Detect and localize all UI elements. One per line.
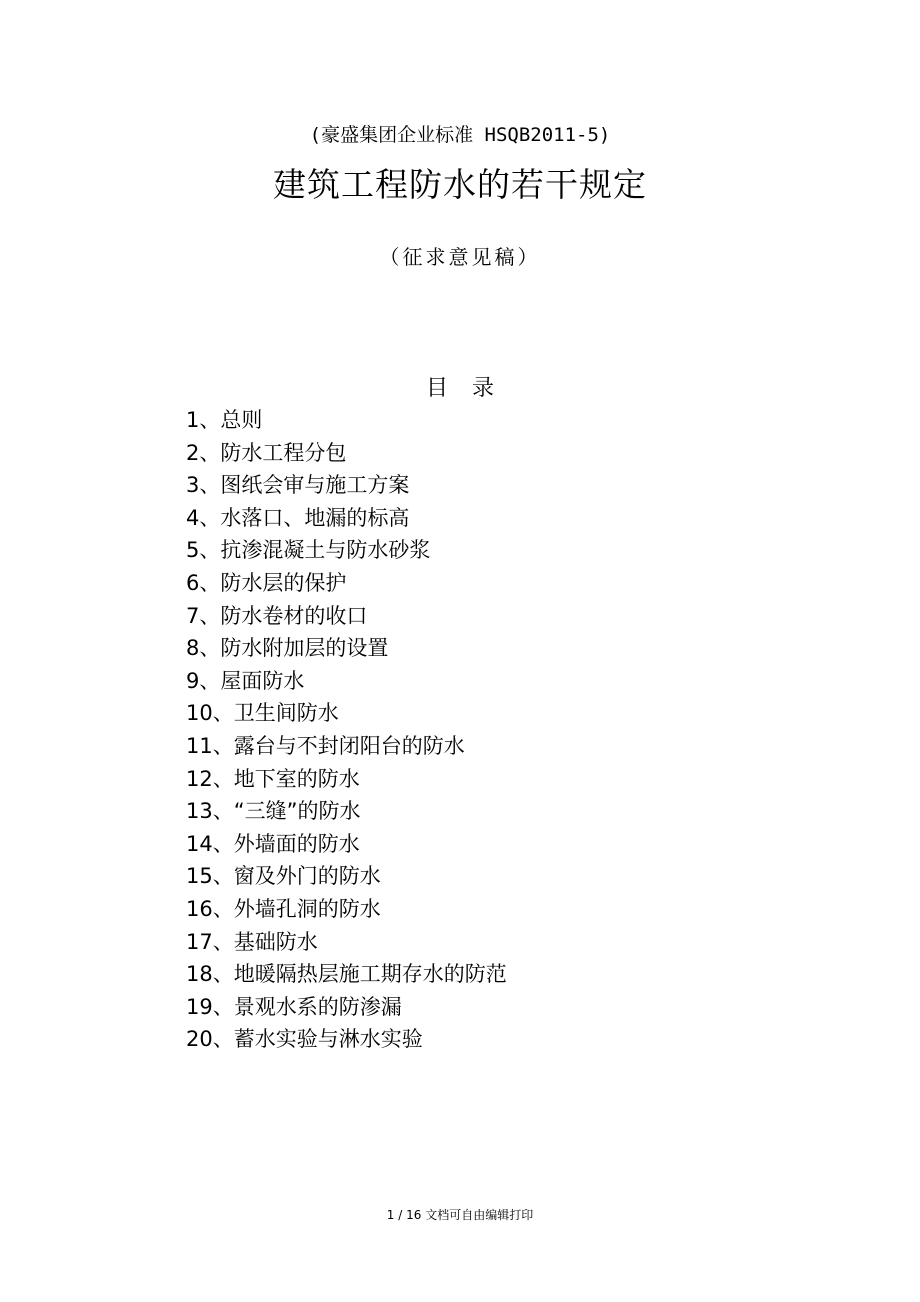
toc-item: 18、地暖隔热层施工期存水的防范 <box>186 962 507 987</box>
toc-item: 19、景观水系的防渗漏 <box>186 994 402 1019</box>
page-footer: 1 / 16 文档可自由编辑打印 <box>386 1208 534 1222</box>
toc-item: 1、总则 <box>186 408 263 432</box>
draft-note: （征求意见稿） <box>379 245 541 269</box>
toc-item: 2、防水工程分包 <box>186 440 347 465</box>
toc-item: 8、防水附加层的设置 <box>186 636 389 661</box>
table-of-contents <box>186 404 507 1056</box>
toc-item: 7、防水卷材的收口 <box>186 603 368 628</box>
toc-item: 10、卫生间防水 <box>186 701 339 726</box>
toc-item: 14、外墙面的防水 <box>186 831 360 856</box>
toc-item: 17、基础防水 <box>186 929 318 954</box>
toc-item: 4、水落口、地漏的标高 <box>186 505 410 530</box>
toc-item: 12、地下室的防水 <box>186 766 360 791</box>
toc-item: 6、防水层的保护 <box>186 570 347 595</box>
toc-heading: 目录 <box>425 376 518 401</box>
toc-item: 20、蓄水实验与淋水实验 <box>186 1027 423 1052</box>
toc-item: 9、屋面防水 <box>186 668 305 693</box>
toc-item: 16、外墙孔洞的防水 <box>186 896 381 921</box>
standard-number-line: (豪盛集团企业标准 HSQB2011-5) <box>309 124 611 146</box>
toc-item: 11、露台与不封闭阳台的防水 <box>186 733 465 758</box>
toc-item: 13、“三缝”的防水 <box>186 799 361 824</box>
toc-item: 15、窗及外门的防水 <box>186 864 381 889</box>
document-title: 建筑工程防水的若干规定 <box>273 165 647 204</box>
toc-item: 5、抗渗混凝土与防水砂浆 <box>186 538 431 563</box>
toc-item: 3、图纸会审与施工方案 <box>186 473 410 498</box>
